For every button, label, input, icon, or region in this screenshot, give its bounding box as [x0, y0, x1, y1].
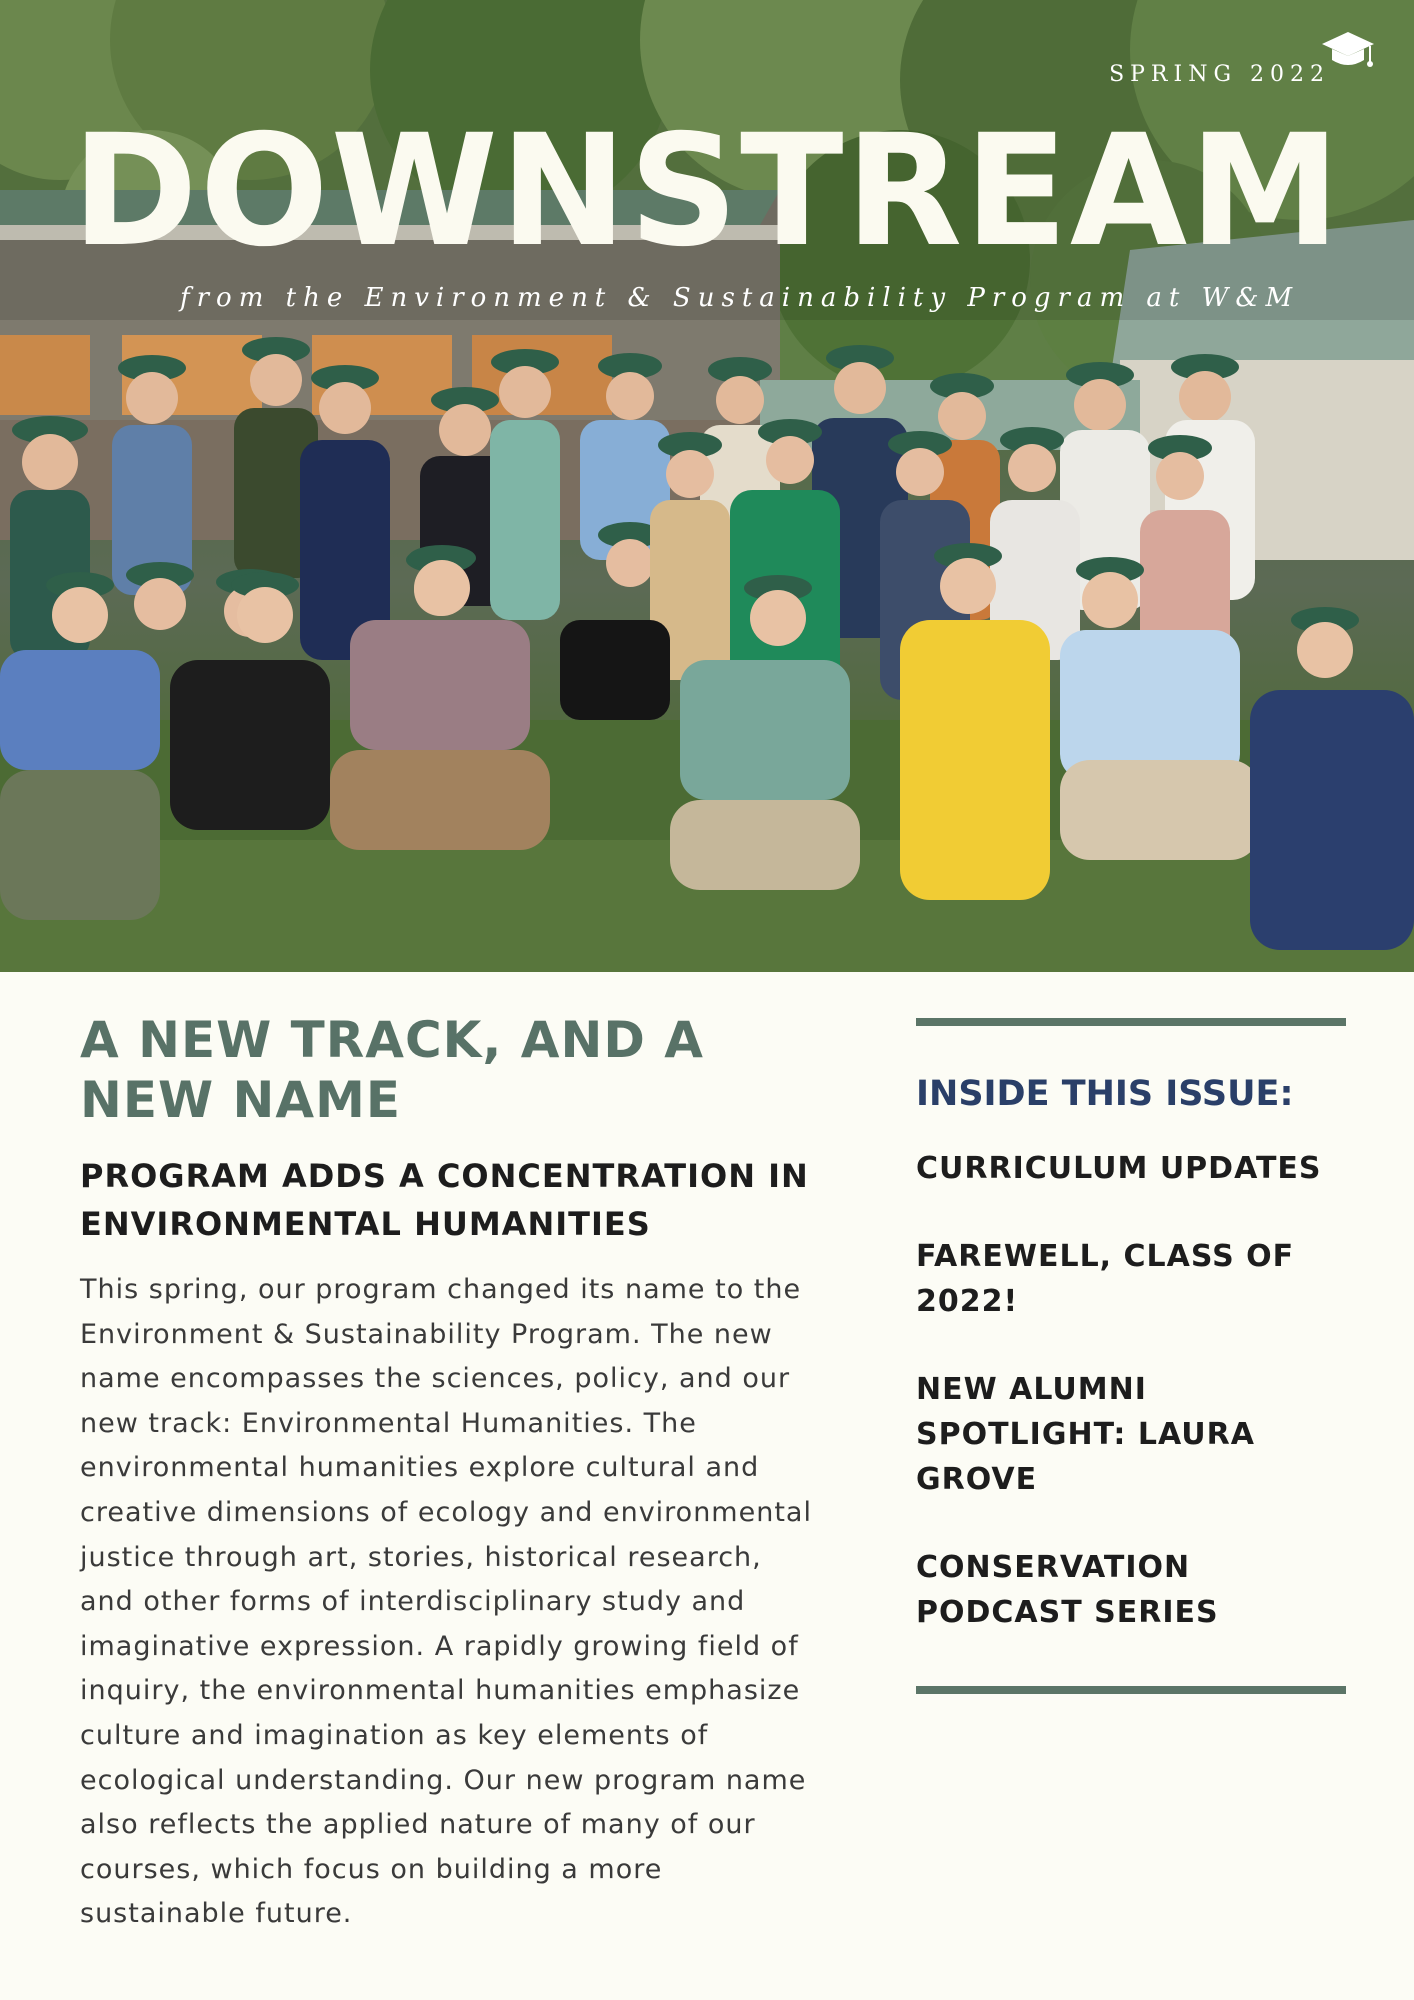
sidebar-bottom-rule	[916, 1686, 1346, 1694]
inside-issue-item: FAREWELL, CLASS OF 2022!	[916, 1239, 1295, 1319]
issue-date: SPRING 2022	[1109, 62, 1330, 87]
article-title: A NEW TRACK, AND A NEW NAME	[80, 1011, 704, 1129]
inside-issue-item: CONSERVATION PODCAST SERIES	[916, 1550, 1219, 1630]
masthead-title: DOWNSTREAM	[71, 102, 1343, 281]
inside-issue-item: NEW ALUMNI SPOTLIGHT: LAURA GROVE	[916, 1372, 1255, 1497]
inside-issue-title: INSIDE THIS ISSUE:	[916, 1074, 1294, 1114]
article-subtitle: PROGRAM ADDS A CONCENTRATION IN ENVIRONMENTAL HUMANITIES	[80, 1157, 809, 1243]
graduation-cap-icon	[1318, 26, 1378, 78]
inside-issue-list	[916, 1146, 1336, 1678]
hero-photo	[0, 0, 1414, 972]
sidebar-top-rule	[916, 1018, 1346, 1026]
masthead-tagline: from the Environment & Sustainability Program at W&M	[180, 283, 1300, 313]
article-body: This spring, our program changed its name to the Environment & Sustainability Program. The new name encompasses the sciences, policy, and our new track: Environmental Humanities. The environmental humanities explore cultural and creative dimensions of ecology and environmental justice through art, stories, historical research, and other forms of interdisciplinary study and imaginative expression. A rapidly growing field of inquiry, the environmental humanities emphasize culture and imagination as key elements of ecological understanding. Our new program name also reflects the applied nature of many of our courses, which focus on building a more sustainable future.	[80, 1274, 812, 1930]
inside-issue-item: CURRICULUM UPDATES	[916, 1151, 1322, 1186]
